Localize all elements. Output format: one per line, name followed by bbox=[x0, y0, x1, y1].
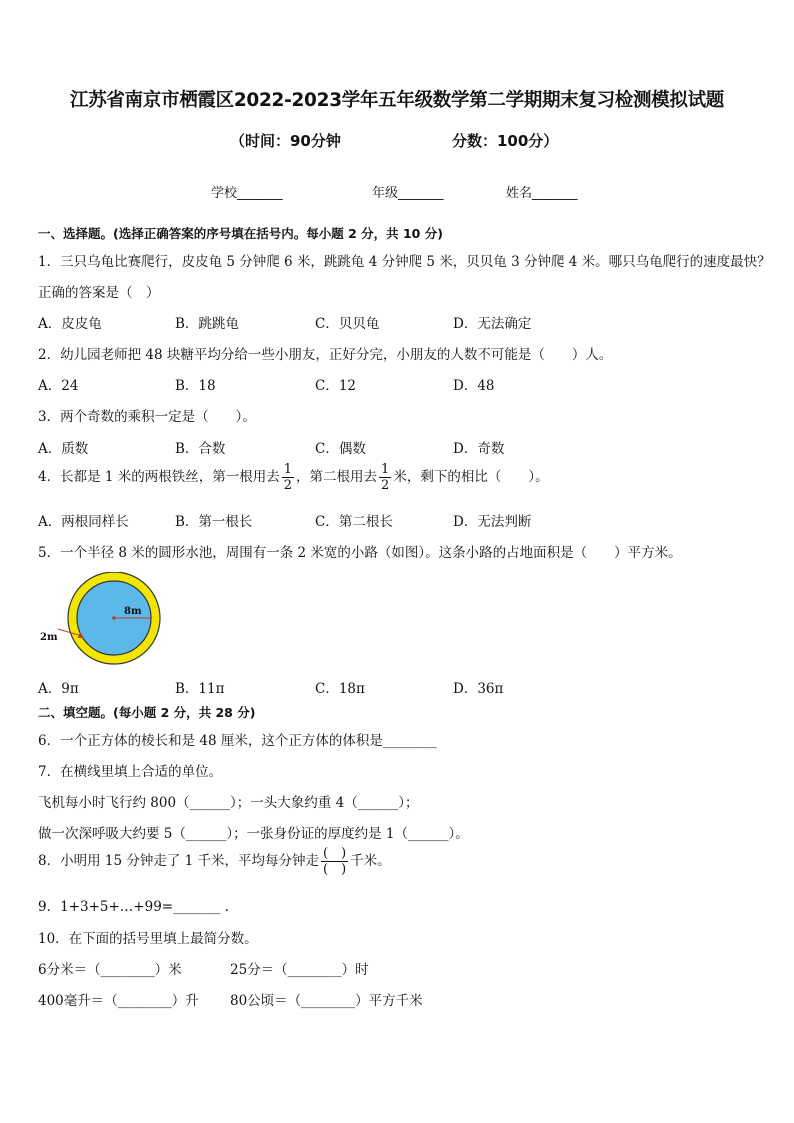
exam-title: 江苏省南京市栖霞区2022-2023学年五年级数学第二学期期末复习检测模拟试题 bbox=[70, 90, 724, 111]
question-7-line-1: 飞机每小时飞行约 800（______）；一头大象约重 4（______）； bbox=[38, 795, 419, 811]
question-2-option-b[interactable]: B．18 bbox=[175, 378, 216, 394]
question-7-line-2: 做一次深呼吸大约要 5（______）；一张身份证的厚度约是 1（______）。 bbox=[38, 826, 469, 842]
question-3-text: 3．两个奇数的乘积一定是（ ）。 bbox=[38, 409, 256, 425]
question-7-text: 7．在横线里填上合适的单位。 bbox=[38, 764, 223, 780]
school-field[interactable]: 学校_______ bbox=[211, 186, 283, 201]
question-8-text bbox=[38, 847, 391, 876]
question-10-text: 10．在下面的括号里填上最简分数。 bbox=[38, 931, 258, 947]
question-3-option-a[interactable]: A．质数 bbox=[38, 441, 89, 457]
question-4-option-c[interactable]: C．第二根长 bbox=[315, 514, 393, 530]
question-10-item-c[interactable]: 400毫升＝（________）升 bbox=[38, 993, 199, 1009]
question-1-option-c[interactable]: C．贝贝龟 bbox=[315, 316, 380, 332]
radius-label: 8m bbox=[124, 606, 142, 617]
question-5-option-d[interactable]: D．36π bbox=[453, 681, 504, 697]
exam-score: 分数：100分） bbox=[452, 132, 559, 150]
grade-field[interactable]: 年级_______ bbox=[372, 186, 444, 201]
fraction-numerator: 1 bbox=[381, 462, 390, 477]
question-3-option-b[interactable]: B．合数 bbox=[175, 441, 226, 457]
question-2-option-a[interactable]: A．24 bbox=[38, 378, 79, 394]
fraction-numerator: 1 bbox=[283, 462, 293, 477]
question-1-option-a[interactable]: A．皮皮龟 bbox=[38, 316, 102, 332]
fraction-denominator: 2 bbox=[283, 478, 293, 493]
question-4-option-a[interactable]: A．两根同样长 bbox=[38, 514, 129, 530]
question-1-option-d[interactable]: D．无法确定 bbox=[453, 316, 532, 332]
question-8-part1: 8．小明用 15 分钟走了 1 千米，平均每分钟走 bbox=[38, 853, 320, 869]
question-1-text: 1．三只乌龟比赛爬行，皮皮龟 5 分钟爬 6 米，跳跳龟 4 分钟爬 5 米，贝贝龟 3 分钟爬 4 米。哪只乌龟爬行的速度最快？ bbox=[38, 254, 771, 270]
question-5-text: 5．一个半径 8 米的圆形水池，周围有一条 2 米宽的小路（如图）。这条小路的占地面积是（ ）平方米。 bbox=[38, 545, 682, 561]
question-4-part2: ，第二根用去 bbox=[296, 469, 378, 485]
name-field[interactable]: 姓名_______ bbox=[506, 186, 578, 201]
question-4-part1: 4．长都是 1 米的两根铁丝，第一根用去 bbox=[38, 469, 280, 485]
question-4-text bbox=[38, 463, 549, 492]
question-5-option-c[interactable]: C．18π bbox=[315, 681, 365, 697]
question-4-option-d[interactable]: D．无法判断 bbox=[453, 514, 532, 530]
fraction-denominator: 2 bbox=[381, 478, 390, 493]
question-8-fraction-answer[interactable] bbox=[321, 847, 348, 876]
section-heading-fill: 二、填空题。(每小题 2 分，共 28 分) bbox=[38, 705, 256, 720]
question-1-option-b[interactable]: B．跳跳龟 bbox=[175, 316, 239, 332]
question-4-option-b[interactable]: B．第一根长 bbox=[175, 514, 253, 530]
question-1-prompt: 正确的答案是（ ） bbox=[38, 285, 160, 301]
exam-time: （时间：90分钟 bbox=[230, 132, 341, 150]
question-3-option-c[interactable]: C．偶数 bbox=[315, 441, 366, 457]
question-10-item-d[interactable]: 80公顷＝（________）平方千米 bbox=[230, 993, 423, 1009]
question-5-option-b[interactable]: B．11π bbox=[175, 681, 225, 697]
question-10-item-b[interactable]: 25分＝（________）时 bbox=[230, 962, 369, 978]
question-3-option-d[interactable]: D．奇数 bbox=[453, 441, 505, 457]
question-9-text: 9．1+3+5+…+99=_______ . bbox=[38, 899, 229, 915]
question-2-text: 2．幼儿园老师把 48 块糖平均分给一些小朋友，正好分完，小朋友的人数不可能是（ ）人。 bbox=[38, 347, 613, 363]
question-4-part3: 米，剩下的相比（ ）。 bbox=[393, 469, 549, 485]
question-5-option-a[interactable]: A．9π bbox=[38, 681, 79, 697]
question-2-option-d[interactable]: D．48 bbox=[453, 378, 495, 394]
pool-path-figure bbox=[36, 572, 166, 672]
question-6-text: 6．一个正方体的棱长和是 48 厘米，这个正方体的体积是________ bbox=[38, 733, 437, 749]
fraction-denominator-blank[interactable]: ( ) bbox=[323, 862, 347, 877]
path-width-label: 2m bbox=[40, 632, 58, 643]
question-8-part2: 千米。 bbox=[350, 853, 391, 869]
question-10-item-a[interactable]: 6分米＝（________）米 bbox=[38, 962, 182, 978]
fraction-numerator-blank[interactable]: ( ) bbox=[323, 846, 347, 861]
question-4-fraction-2 bbox=[379, 463, 391, 492]
question-4-fraction-1 bbox=[282, 463, 294, 492]
section-heading-choice: 一、选择题。(选择正确答案的序号填在括号内。每小题 2 分，共 10 分) bbox=[38, 226, 443, 241]
question-2-option-c[interactable]: C．12 bbox=[315, 378, 357, 394]
